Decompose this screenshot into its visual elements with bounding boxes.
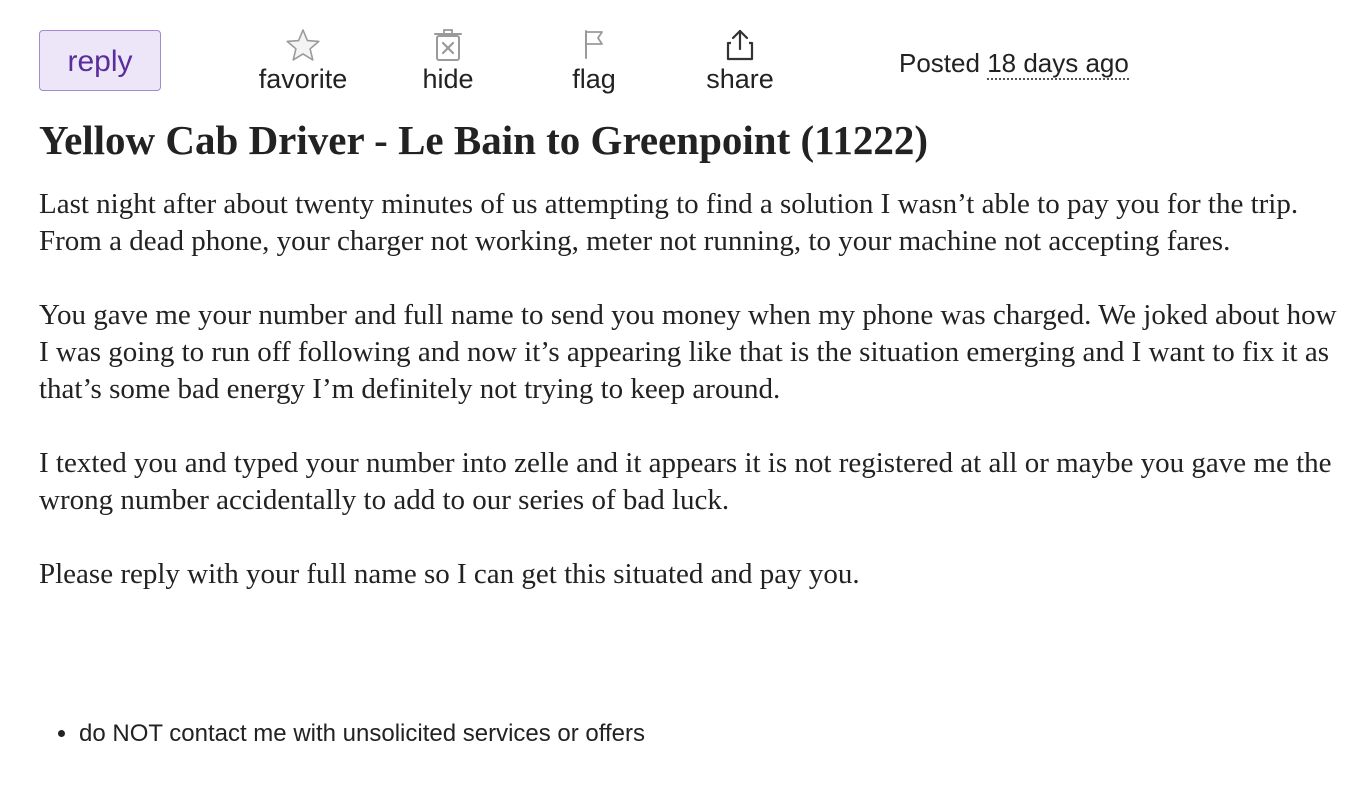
posting-title: Yellow Cab Driver - Le Bain to Greenpoint (11222)	[39, 117, 929, 163]
notice-item: • do NOT contact me with unsolicited services or offers	[79, 716, 645, 752]
trash-x-icon	[393, 28, 503, 64]
body-paragraph: You gave me your number and full name to send you money when my phone was charged. We joked about how I was going to run off following and now it’s appearing like that is the situation emerging and I want to fix it as that’s some bad energy I’m definitely not trying to keep around.	[39, 299, 1337, 405]
body-paragraph: I texted you and typed your number into zelle and it appears it is not registered at all or maybe you gave me the wrong number accidentally to add to our series of bad luck.	[39, 447, 1332, 516]
hide-button[interactable]	[393, 28, 503, 94]
star-icon	[248, 28, 358, 64]
posted-prefix: Posted	[899, 48, 980, 78]
action-bar	[0, 0, 1354, 100]
flag-icon	[539, 28, 649, 64]
body-paragraph: Last night after about twenty minutes of us attempting to find a solution I wasn’t able to pay you for the trip. From a dead phone, your charger not working, meter not running, to your machine not accepting fares.	[39, 188, 1299, 257]
posted-date	[899, 48, 1129, 79]
body-paragraph: Please reply with your full name so I can get this situated and pay you.	[39, 558, 860, 590]
share-button[interactable]	[685, 28, 795, 94]
favorite-label: favorite	[258, 64, 348, 94]
posting-body	[39, 186, 1339, 630]
share-label: share	[706, 64, 774, 94]
favorite-button[interactable]	[248, 28, 358, 94]
posted-relative-time[interactable]: 18 days ago	[987, 48, 1129, 78]
share-upload-icon	[685, 28, 795, 64]
flag-label: flag	[572, 64, 616, 94]
flag-button[interactable]	[539, 28, 649, 94]
reply-button[interactable]: reply	[39, 30, 161, 91]
notices-list	[39, 716, 645, 752]
hide-label: hide	[422, 64, 474, 94]
